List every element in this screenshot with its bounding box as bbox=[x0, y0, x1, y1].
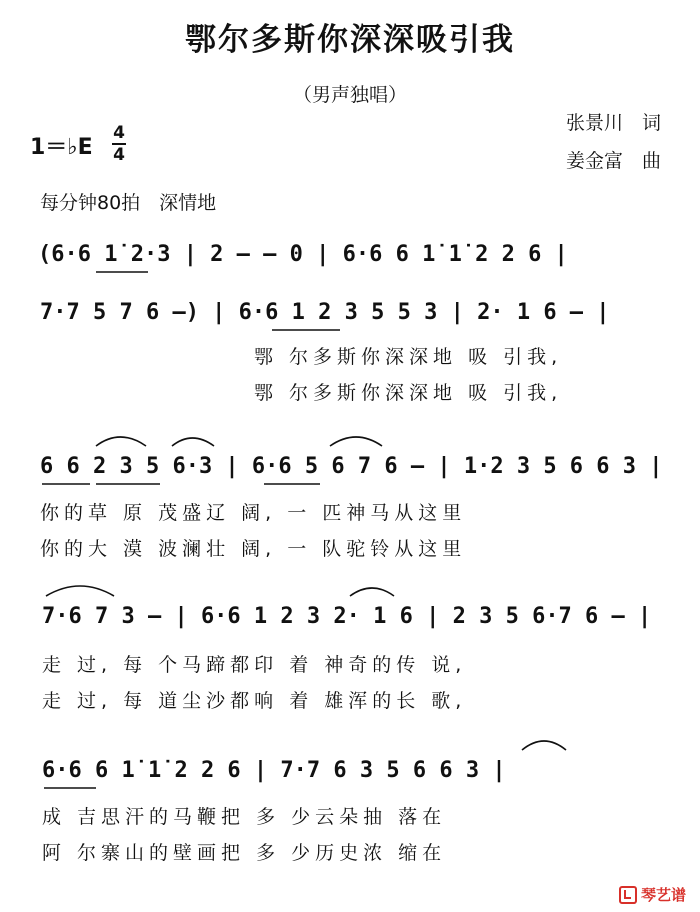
slur-2 bbox=[172, 438, 214, 446]
lyric-line-4-verse-2: 阿 尔寨山的壁画把 多 少历史浓 缩在 bbox=[42, 842, 447, 864]
time-signature bbox=[112, 123, 126, 165]
slur-3 bbox=[330, 437, 382, 446]
lyric-line-3-verse-2: 走 过, 每 道尘沙都响 着 雄浑的长 歌, bbox=[42, 690, 467, 712]
watermark bbox=[619, 884, 686, 905]
time-signature-bottom: 4 bbox=[113, 145, 125, 165]
lyricist-credit: 张景川 词 bbox=[566, 112, 662, 134]
lyric-line-2-verse-1: 你的草 原 茂盛辽 阔, 一 匹神马从这里 bbox=[40, 502, 467, 524]
key-signature: 1＝♭E bbox=[30, 135, 93, 160]
notation-line-5: 6·6 6 1̇ 1̇ 2 2 6 | 7·7 6 3 5 6 6 3 | bbox=[42, 758, 506, 783]
time-signature-top: 4 bbox=[113, 123, 125, 143]
song-subtitle: （男声独唱） bbox=[292, 84, 407, 106]
composer-credit: 姜金富 曲 bbox=[566, 150, 662, 172]
watermark-text: 琴艺谱 bbox=[640, 886, 686, 904]
watermark-logo-icon bbox=[619, 886, 637, 904]
lyric-line-2-verse-2: 你的大 漠 波澜壮 阔, 一 队驼铃从这里 bbox=[40, 538, 467, 560]
slur-5 bbox=[350, 588, 394, 596]
lyric-line-4-verse-1: 成 吉思汗的马鞭把 多 少云朵抽 落在 bbox=[42, 806, 447, 828]
slur-1 bbox=[96, 437, 146, 446]
notation-line-3: 6 6 2 3 5 6·3 | 6·6 5 6 7 6 – | 1·2 3 5 6 6 3 | bbox=[40, 454, 663, 479]
lyric-line-3-verse-1: 走 过, 每 个马蹄都印 着 神奇的传 说, bbox=[42, 654, 467, 676]
lyric-line-1-verse-2: 鄂 尔多斯你深深地 吸 引我, bbox=[254, 382, 563, 404]
notation-line-1: (6·6 1̇ 2·3 | 2 – – 0 | 6·6 6 1̇ 1̇ 2 2 6 | bbox=[38, 242, 568, 267]
notation-line-4: 7·6 7 3 – | 6·6 1 2 3 2· 1 6 | 2 3 5 6·7 6 – | bbox=[42, 604, 652, 629]
slur-6 bbox=[522, 741, 566, 750]
song-title: 鄂尔多斯你深深吸引我 bbox=[185, 22, 515, 58]
lyric-line-1-verse-1: 鄂 尔多斯你深深地 吸 引我, bbox=[254, 346, 563, 368]
notation-line-2: 7·7 5 7 6 –) | 6·6 1 2 3 5 5 3 | 2· 1 6 – | bbox=[40, 300, 610, 325]
tempo-marking: 每分钟80拍 深情地 bbox=[40, 192, 217, 214]
slur-4 bbox=[46, 586, 114, 596]
